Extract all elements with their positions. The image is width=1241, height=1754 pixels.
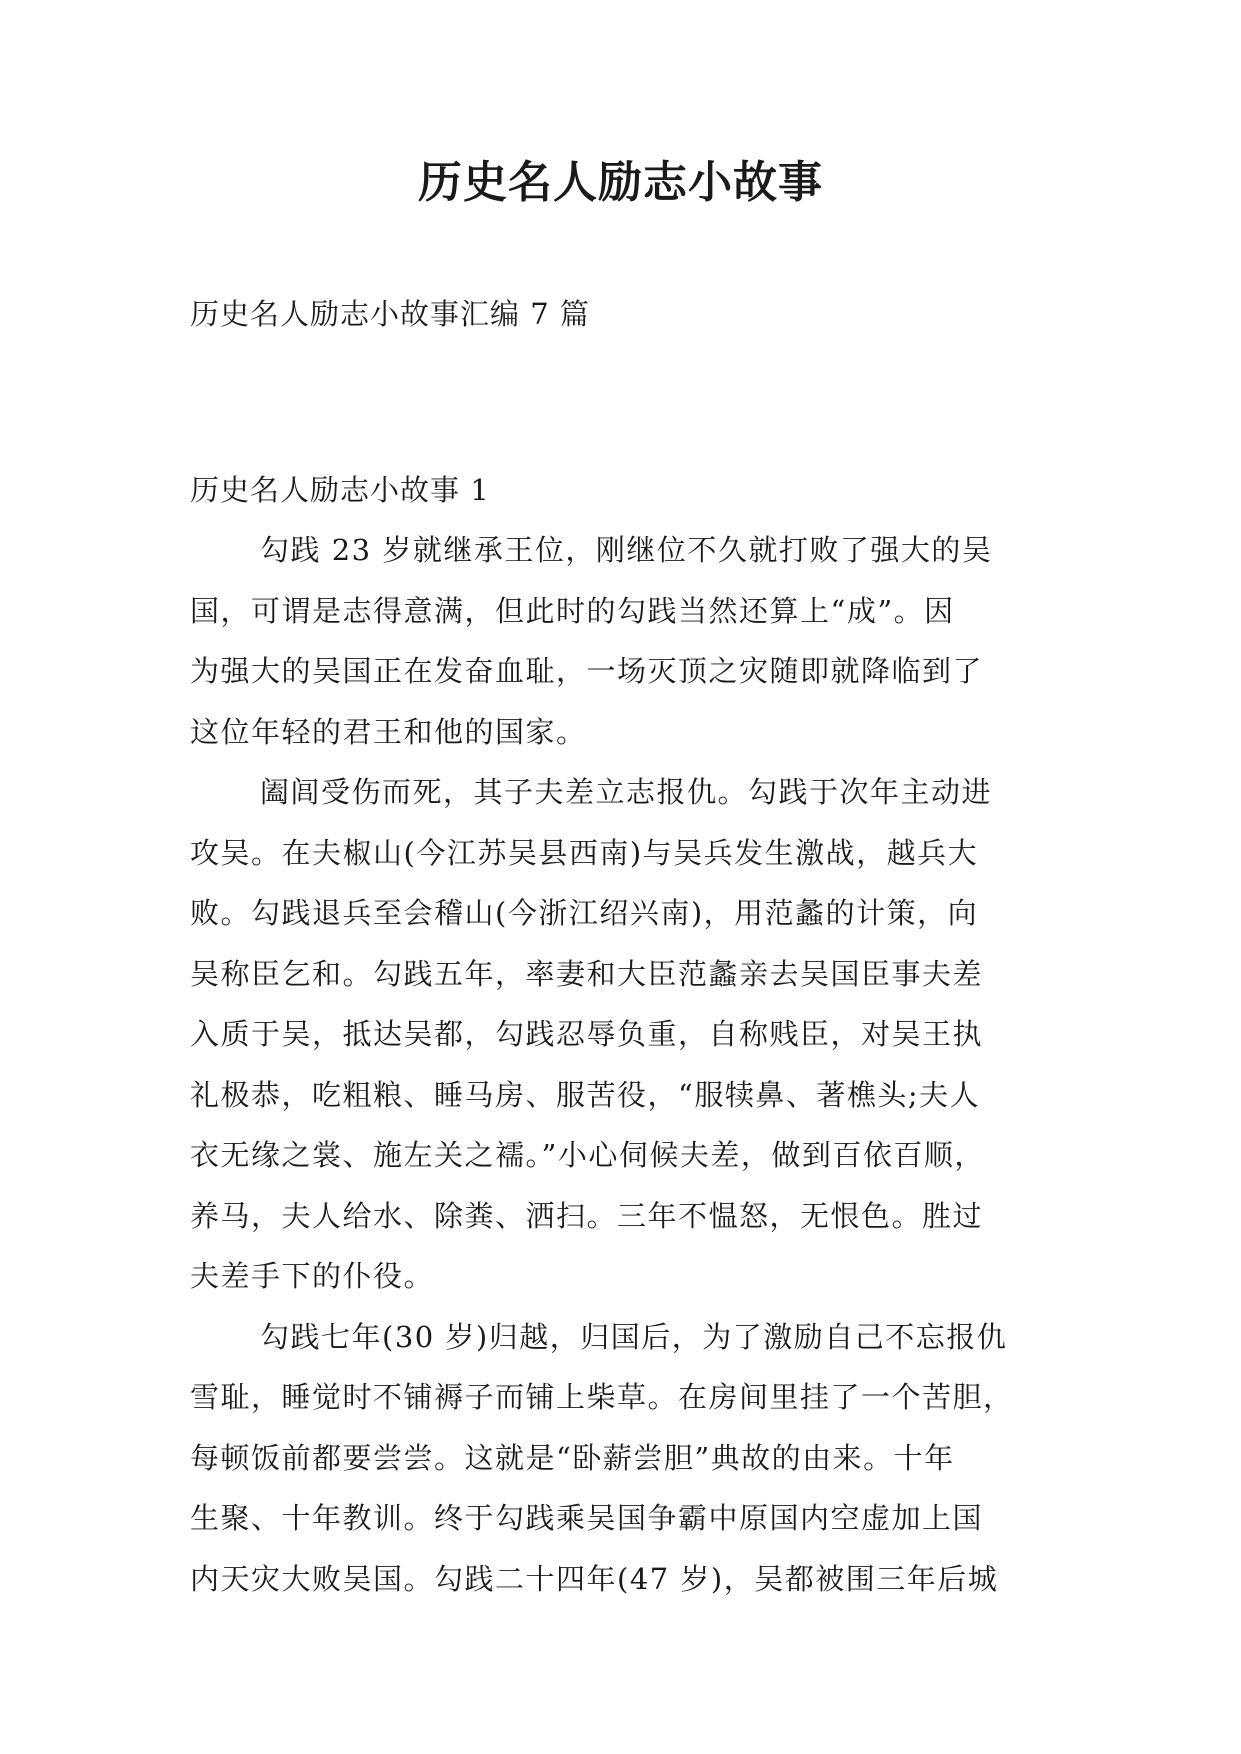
- paragraph: [190, 520, 1070, 762]
- text-line: 国，可谓是志得意满，但此时的勾践当然还算上“成”。因: [190, 593, 955, 628]
- text-line: 内天灾大败吴国。勾践二十四年(47 岁)，吴都被围三年后城: [190, 1561, 999, 1596]
- text-line: 吴称臣乞和。勾践五年，率妻和大臣范蠡亲去吴国臣事夫差: [190, 956, 984, 991]
- text-line: 生聚、十年教训。终于勾践乘吴国争霸中原国内空虚加上国: [190, 1501, 984, 1535]
- text-line: 阖闾受伤而死，其子夫差立志报仇。勾践于次年主动进: [260, 775, 993, 809]
- text-line: 败。勾践退兵至会稽山(今浙江绍兴南)，用范蠡的计策，向: [190, 896, 979, 930]
- text-line: 为强大的吴国正在发奋血耻，一场灭顶之灾随即就降临到了: [190, 654, 984, 688]
- body-text: [190, 520, 1070, 1609]
- text-line: 雪耻，睡觉时不铺褥子而铺上柴草。在房间里挂了一个苦胆，: [190, 1380, 1014, 1414]
- page-title: 历史名人励志小故事: [418, 157, 823, 208]
- text-line: 礼极恭，吃粗粮、睡马房、服苦役，“服犊鼻、著樵头;夫人: [190, 1077, 981, 1112]
- text-line: 勾践七年(30 岁)归越，归国后，为了激励自己不忘报仇: [260, 1319, 1008, 1354]
- paragraph: [190, 1307, 1070, 1610]
- paragraph: [190, 762, 1070, 1307]
- text-line: 每顿饭前都要尝尝。这就是“卧薪尝胆”典故的由来。十年: [190, 1440, 955, 1475]
- text-line: 勾践 23 岁就继承王位，刚继位不久就打败了强大的吴: [260, 533, 993, 567]
- text-line: 这位年轻的君王和他的国家。: [190, 714, 587, 749]
- text-line: 夫差手下的仆役。: [190, 1259, 435, 1293]
- document-subtitle: 历史名人励志小故事汇编 7 篇: [190, 297, 590, 331]
- text-line: 攻吴。在夫椒山(今江苏吴县西南)与吴兵发生激战，越兵大: [190, 835, 979, 870]
- text-line: 入质于吴，抵达吴都，勾践忍辱负重，自称贱臣，对吴王执: [190, 1017, 984, 1051]
- text-line: 养马，夫人给水、除粪、洒扫。三年不愠怒，无恨色。胜过: [190, 1198, 984, 1233]
- text-line: 衣无缘之裳、施左关之襦。”小心伺候夫差，做到百依百顺，: [190, 1138, 985, 1172]
- section-heading: 历史名人励志小故事 1: [190, 473, 490, 507]
